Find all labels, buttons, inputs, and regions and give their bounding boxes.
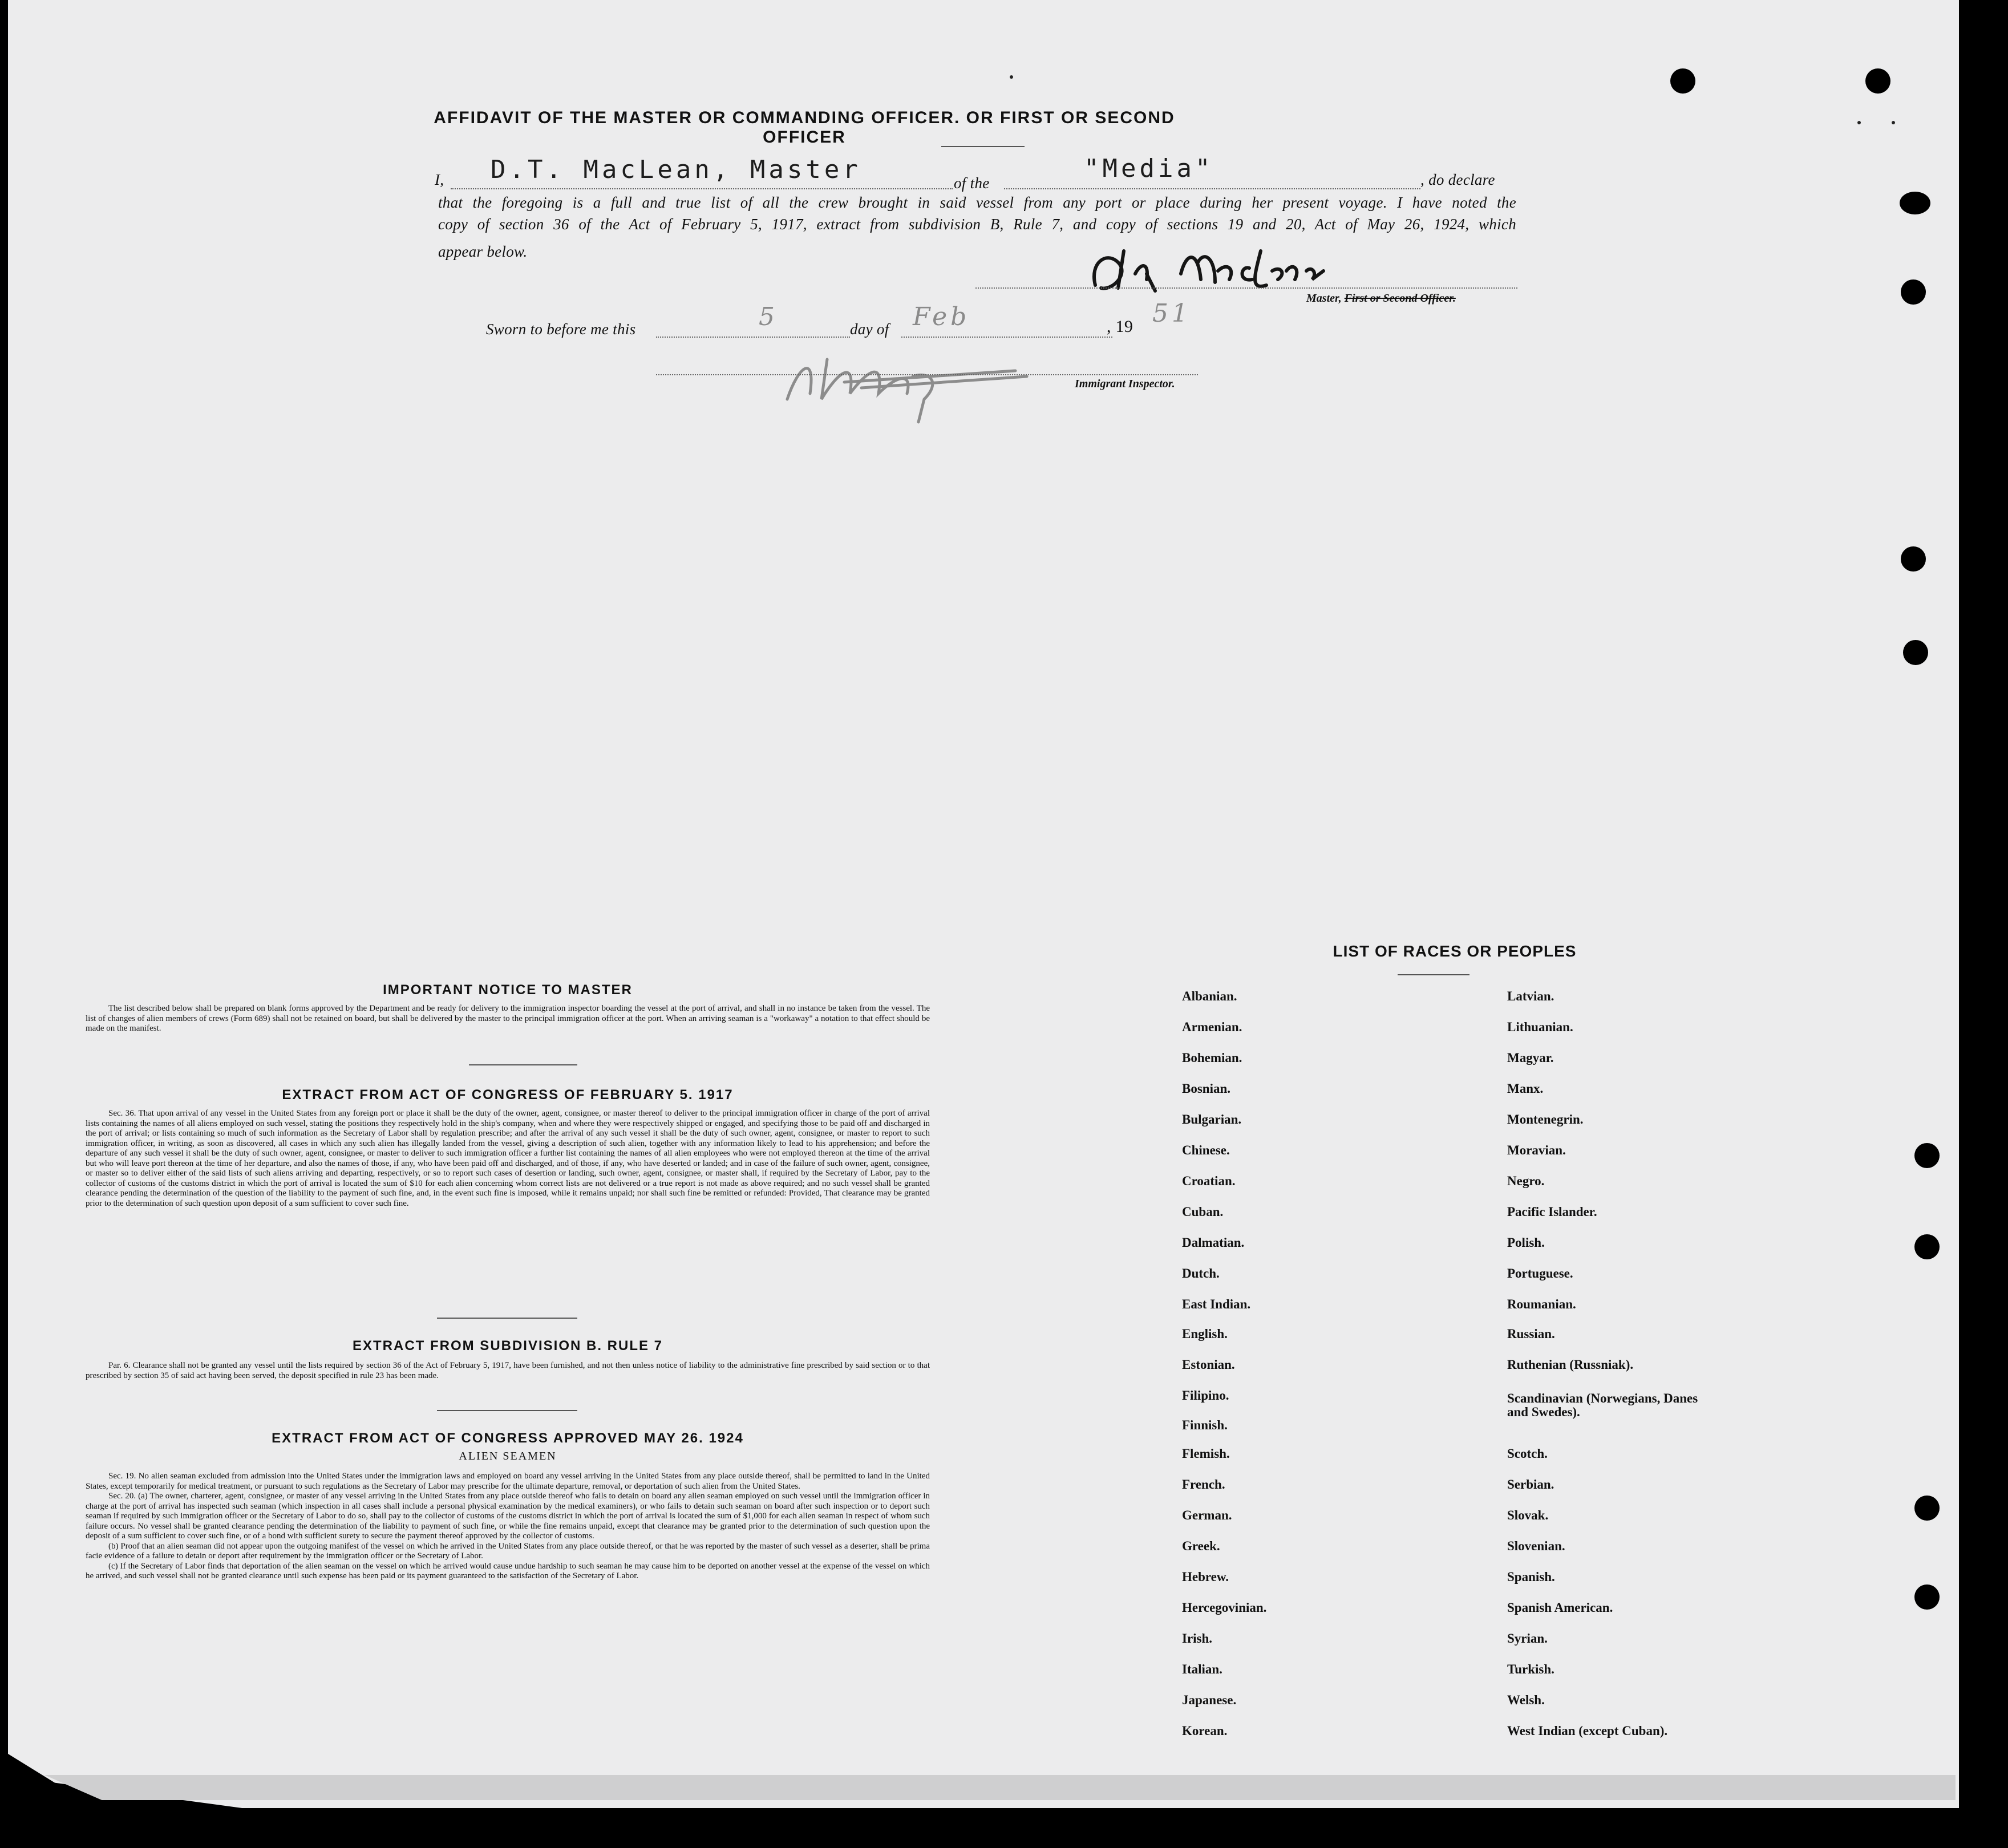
- punch-hole: [1903, 640, 1928, 665]
- race-right-item: Russian.: [1507, 1327, 1555, 1341]
- race-right-item: West Indian (except Cuban).: [1507, 1724, 1668, 1738]
- race-right-item: Scandinavian (Norwegians, Danes and Swedes).: [1507, 1391, 1698, 1419]
- dust-speck: [1857, 121, 1861, 124]
- race-left-item: Hebrew.: [1182, 1570, 1229, 1584]
- master-caption-label: Master,: [1306, 292, 1342, 305]
- extract-rule7-title: EXTRACT FROM SUBDIVISION B. RULE 7: [352, 1338, 663, 1353]
- race-left-item: Dalmatian.: [1182, 1235, 1245, 1250]
- race-left-item: Dutch.: [1182, 1266, 1220, 1280]
- punch-hole: [1901, 546, 1926, 572]
- race-left-item: German.: [1182, 1508, 1232, 1522]
- affidavit-lead: I,: [435, 171, 444, 188]
- race-left-item: Cuban.: [1182, 1205, 1224, 1219]
- extract-1917-divider: [437, 1318, 577, 1319]
- notice-text: [86, 1004, 930, 1034]
- punch-hole: [1914, 1584, 1940, 1610]
- punch-hole: [1914, 1496, 1940, 1521]
- race-right-item: Roumanian.: [1507, 1297, 1576, 1311]
- race-right-item: Slovenian.: [1507, 1539, 1565, 1553]
- notice-paragraph: The list described below shall be prepared on blank forms approved by the Department and be ready for delivery to the immigration inspector boarding the vessel at the port of arrival, and shall in no instance be taken from the vessel. The list of changes of alien members of crews (Form 689) shall not be retained on board, but shall be delivered by the master to the principal immigration officer at the port. When an arriving seaman is a "workaway" a notation to that effect should be made on the manifest.: [86, 1004, 930, 1033]
- race-left-item: French.: [1182, 1477, 1225, 1492]
- race-right-item: Slovak.: [1507, 1508, 1549, 1522]
- sworn-day-handwritten: 5: [759, 302, 778, 331]
- race-right-item: Welsh.: [1507, 1693, 1545, 1707]
- race-left-item: Croatian.: [1182, 1174, 1236, 1188]
- notice-divider: [469, 1064, 577, 1065]
- master-signature-line: [975, 287, 1517, 289]
- extract-rule7-paragraph: Par. 6. Clearance shall not be granted any vessel until the lists required by section 36 of the Act of February 5, 1917, have been furnished, and not then unless notice of liability to the administrative fine prescribed by said section or to that prescribed by section 35 of said act having been served, the deposit specified in rule 23 has been made.: [86, 1361, 930, 1380]
- race-right-item: Lithuanian.: [1507, 1020, 1573, 1034]
- race-left-item: Chinese.: [1182, 1143, 1230, 1157]
- extract-1924-sec20a: Sec. 20. (a) The owner, charterer, agent, consignee, or master of any vessel arriving in the United States from any place outside thereof who fails to detain on board any alien seaman employed on such vessel until the immigration officer in charge at the port of arrival has inspected such seaman (which inspection in all cases shall include a personal physical examination by the medical examiners), or who fails to detain such seaman on board after such inspection or to deport such seaman if required by such immigration officer or the Secretary of Labor to do so, shall pay to the collector of customs of the customs district in which the port of arrival is located the sum of $1,000 for each alien seaman in respect of whom such failure occurs. No vessel shall be granted clearance pending the determination of the liability to payment of such fine, or while the fine remains unpaid, except that clearance may be granted prior to the determination of such question upon the deposit of a sum sufficient to cover such fine, or of a bond with sufficient surety to secure the payment thereof approved by the collector of customs.: [86, 1492, 930, 1541]
- inspector-caption: Immigrant Inspector.: [1075, 378, 1175, 390]
- punch-hole: [1900, 192, 1930, 214]
- race-left-item: East Indian.: [1182, 1297, 1251, 1311]
- race-left-item: English.: [1182, 1327, 1228, 1341]
- inspector-signature-line: [656, 374, 1198, 375]
- race-right-item: Polish.: [1507, 1235, 1545, 1250]
- master-name-handwritten: D.T. MacLean, Master: [491, 155, 861, 184]
- extract-rule7-text: [86, 1361, 930, 1381]
- extract-1924-title: EXTRACT FROM ACT OF CONGRESS APPROVED MAY 26. 1924: [272, 1430, 744, 1446]
- dust-speck: [1010, 75, 1013, 79]
- race-left-item: Bulgarian.: [1182, 1112, 1242, 1126]
- race-right-item: Portuguese.: [1507, 1266, 1573, 1280]
- race-left-item: Finnish.: [1182, 1418, 1228, 1432]
- do-declare-label: , do declare: [1420, 171, 1495, 188]
- vessel-name-handwritten: "Media": [1084, 154, 1214, 183]
- notice-title: IMPORTANT NOTICE TO MASTER: [383, 982, 633, 998]
- title-divider: [941, 146, 1025, 147]
- race-right-item: Negro.: [1507, 1174, 1545, 1188]
- race-left-item: Bosnian.: [1182, 1081, 1231, 1096]
- affidavit-body-line-3: appear below.: [438, 243, 528, 260]
- race-left-item: Hercegovinian.: [1182, 1600, 1267, 1615]
- race-right-item: Latvian.: [1507, 989, 1554, 1003]
- sworn-year-handwritten: 51: [1152, 299, 1191, 328]
- dust-speck: [1892, 121, 1895, 124]
- extract-1924-sec20b: (b) Proof that an alien seaman did not appear upon the outgoing manifest of the vessel on which he arrived in the United States from any place outside thereof, or that he was reported by the master of such vessel as a deserter, shall be prima facie evidence of a failure to detain or deport after requirement by the immigration officer or the Secretary of Labor.: [86, 1541, 930, 1561]
- extract-1917-paragraph: Sec. 36. That upon arrival of any vessel in the United States from any foreign port or place it shall be the duty of the owner, agent, consignee, or master thereof to deliver to the principal immigration officer in charge of the port of arrival lists containing the names of all aliens employed on such vessel, stating the positions they respectively hold in the ship's company, when and where they were respectively shipped or engaged, and specifying those to be paid off and discharged in the port of arrival; or lists containing so much of such information as the Secretary of Labor shall by regulation prescribe; and after the arrival of any such vessel it shall be the duty of such owner, agent, consignee, or master to report to such immigration officer, in writing, as soon as discovered, all cases in which any such alien has illegally landed from the vessel, giving a description of such alien, together with any information likely to lead to his apprehension; and before the departure of any such vessel it shall be the duty of such owner, agent, consignee, or master to deliver to such immigration officer a further list containing the names of all alien employees who were not employed thereon at the time of the arrival but who will leave port thereon at the time of her departure, and also the names of those, if any, who have been paid off and discharged, and of those, if any, who have deserted or landed; and in case of the failure of such owner, agent, consignee, or master so to deliver either of the said lists of such aliens arriving and departing, respectively, or so to report such cases of desertion or landing, such owner, agent, consignee, or master shall, if required by the Secretary of Labor, pay to the collector of customs of the customs district in which the port of arrival is located the sum of $10 for each alien concerning whom correct lists are not delivered or a true report is not made as above required; and no such vessel shall be granted clearance pending the determination of the question of the liability to the payment of such fine, and, in the event such fine is imposed, while it remains unpaid; nor shall such fine be remitted or refunded: Provided, That clearance may be granted prior to the determination of such question upon deposit of a sum sufficient to cover such fine.: [86, 1109, 930, 1208]
- race-left-item: Filipino.: [1182, 1388, 1229, 1403]
- extract-1924-sec20c: (c) If the Secretary of Labor finds that deportation of the alien seaman on the vessel on which he arrived would cause undue hardship to such seaman he may cause him to be deported on another vessel at the expense of the vessel on which he arrived, and such vessel shall not be granted clearance until such expense has been paid or its payment guaranteed to the satisfaction of the Secretary of Labor.: [86, 1561, 930, 1580]
- race-right-item: Moravian.: [1507, 1143, 1566, 1157]
- race-left-item: Armenian.: [1182, 1020, 1242, 1034]
- extract-rule7-divider: [437, 1410, 577, 1411]
- punch-hole: [1865, 68, 1890, 94]
- races-divider: [1398, 974, 1469, 975]
- race-right-item: Pacific Islander.: [1507, 1205, 1597, 1219]
- master-caption-struck: First or Second Officer.: [1344, 292, 1456, 305]
- race-right-item: Spanish.: [1507, 1570, 1555, 1584]
- race-left-item: Albanian.: [1182, 989, 1237, 1003]
- affidavit-title: AFFIDAVIT OF THE MASTER OR COMMANDING OFFICER. OR FIRST OR SECOND OFFICER: [434, 108, 1175, 147]
- vessel-fill-line: [1004, 188, 1420, 189]
- year-prefix-label: , 19: [1107, 317, 1133, 336]
- race-right-item: Serbian.: [1507, 1477, 1554, 1492]
- sworn-lead: Sworn to before me this: [486, 321, 636, 338]
- race-right-item: Turkish.: [1507, 1662, 1554, 1676]
- paper-bottom-edge: [44, 1775, 1956, 1800]
- affidavit-body-line-2: copy of section 36 of the Act of February 5, 1917, extract from subdivision B, Rule 7, and copy of sections 19 and 20, Act of May 26, 1924, which: [438, 216, 1516, 233]
- punch-hole: [1901, 279, 1926, 305]
- extract-1924-text: [86, 1472, 930, 1582]
- race-left-item: Irish.: [1182, 1631, 1213, 1646]
- race-left-item: Flemish.: [1182, 1446, 1230, 1461]
- extract-1917-title: EXTRACT FROM ACT OF CONGRESS OF FEBRUARY 5. 1917: [282, 1087, 734, 1103]
- race-left-item: Italian.: [1182, 1662, 1222, 1676]
- race-right-item: Montenegrin.: [1507, 1112, 1584, 1126]
- race-right-item: Ruthenian (Russniak).: [1507, 1357, 1634, 1372]
- extract-1924-subtitle: ALIEN SEAMEN: [459, 1450, 557, 1462]
- inspector-signature: [776, 337, 1084, 428]
- extract-1924-sec19: Sec. 19. No alien seaman excluded from admission into the United States under the immigration laws and employed on board any vessel arriving in the United States from any place outside thereof, shall be permitted to land in the United States, except temporarily for medical treatment, or pursuant to such regulations as the Secretary of Labor may prescribe for the ultimate departure, removal, or deportation of such alien from the United States.: [86, 1472, 930, 1491]
- race-left-item: Estonian.: [1182, 1357, 1235, 1372]
- punch-hole: [1670, 68, 1695, 94]
- punch-hole: [1914, 1234, 1940, 1259]
- of-the-label: of the: [954, 175, 990, 192]
- race-right-item: Syrian.: [1507, 1631, 1548, 1646]
- sworn-month-handwritten: Feb: [913, 302, 970, 331]
- race-right-item: Scotch.: [1507, 1446, 1548, 1461]
- race-right-item: Magyar.: [1507, 1051, 1554, 1065]
- master-caption: [1306, 292, 1456, 305]
- affidavit-body-line-1: that the foregoing is a full and true list of all the crew brought in said vessel from any port or place during her present voyage. I have noted the: [438, 194, 1516, 211]
- race-left-item: Korean.: [1182, 1724, 1228, 1738]
- races-title: LIST OF RACES OR PEOPLES: [1333, 942, 1577, 960]
- name-fill-line: [451, 188, 953, 189]
- race-right-item: Spanish American.: [1507, 1600, 1613, 1615]
- race-left-item: Japanese.: [1182, 1693, 1237, 1707]
- race-left-item: Greek.: [1182, 1539, 1220, 1553]
- punch-hole: [1914, 1143, 1940, 1168]
- extract-1917-text: [86, 1109, 930, 1209]
- race-left-item: Bohemian.: [1182, 1051, 1242, 1065]
- race-right-item: Manx.: [1507, 1081, 1544, 1096]
- day-of-label: day of: [850, 321, 889, 338]
